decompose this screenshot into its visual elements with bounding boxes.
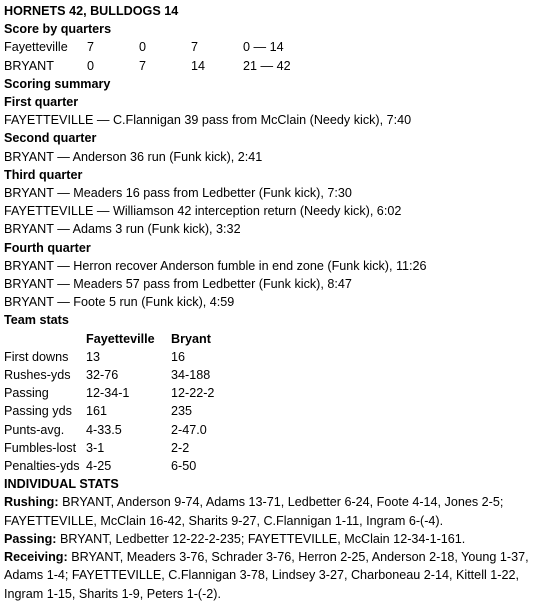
stat-fayetteville: 32-76 — [86, 368, 119, 383]
scoring-play: BRYANT — Meaders 57 pass from Ledbetter (Funk kick), 8:47 — [4, 277, 352, 292]
stat-label: Punts-avg. — [4, 422, 65, 437]
quarter-heading: Second quarter — [4, 131, 97, 146]
stat-label: Rushes-yds — [4, 368, 71, 383]
rushing-paragraph — [4, 493, 546, 529]
team-stats-row — [4, 402, 546, 420]
score-row — [4, 38, 546, 56]
scoring-play: BRYANT — Meaders 16 pass from Ledbetter (Funk kick), 7:30 — [4, 186, 352, 201]
stat-fayetteville: 13 — [86, 349, 101, 364]
stat-bryant: 16 — [171, 349, 186, 364]
score-by-quarters-heading: Score by quarters — [4, 22, 112, 37]
team-stats-col-fayetteville: Fayetteville — [86, 331, 155, 346]
score-q3: 14 — [191, 58, 206, 73]
scoring-play: FAYETTEVILLE — C.Flannigan 39 pass from McClain (Needy kick), 7:40 — [4, 113, 412, 128]
stat-fayetteville: 12-34-1 — [86, 386, 130, 401]
stat-bryant: 6-50 — [171, 459, 197, 474]
stat-bryant: 2-2 — [171, 440, 190, 455]
rushing-label: Rushing: — [4, 495, 59, 510]
passing-paragraph — [4, 530, 546, 548]
rushing-text: BRYANT, Anderson 9-74, Adams 13-71, Ledbetter 6-24, Foote 4-14, Jones 2-5; FAYETTEVILLE, McClain 16-42, Sharits 9-27, C.Flannigan 1-11, Ingram 6-(-4). — [4, 495, 504, 528]
score-q1: 0 — [87, 58, 95, 73]
score-q3: 7 — [191, 40, 199, 55]
stat-bryant: 235 — [171, 404, 193, 419]
scoring-play: BRYANT — Foote 5 run (Funk kick), 4:59 — [4, 295, 235, 310]
team-stats-row — [4, 366, 546, 384]
receiving-text: BRYANT, Meaders 3-76, Schrader 3-76, Herron 2-25, Anderson 2-18, Young 1-37, Adams 1-4; FAYETTEVILLE, C.Flannigan 3-78, Lindsey 3-27, Charboneau 2-14, Kittell 1-22, Ingram 1-15, Sharits 1-9, Peters 1-(-2). — [4, 550, 529, 601]
quarter-heading: Third quarter — [4, 167, 83, 182]
stat-bryant: 12-22-2 — [171, 386, 215, 401]
score-q2: 7 — [139, 58, 147, 73]
score-q2: 0 — [139, 40, 147, 55]
team-stats-row — [4, 384, 546, 402]
score-final: 21 — 42 — [243, 58, 291, 73]
team-stats-row — [4, 457, 546, 475]
team-stats-col-label — [4, 330, 86, 348]
scoring-summary-heading: Scoring summary — [4, 76, 111, 91]
scoring-play: BRYANT — Anderson 36 run (Funk kick), 2:41 — [4, 149, 263, 164]
team-stats-header-row — [4, 330, 546, 348]
team-stats-row — [4, 421, 546, 439]
score-final: 0 — 14 — [243, 40, 284, 55]
quarter-heading: Fourth quarter — [4, 240, 91, 255]
stat-fayetteville: 3-1 — [86, 440, 105, 455]
stat-bryant: 2-47.0 — [171, 422, 207, 437]
team-stats-heading: Team stats — [4, 313, 69, 328]
score-row — [4, 57, 546, 75]
individual-stats-heading: INDIVIDUAL STATS — [4, 477, 119, 492]
score-q1: 7 — [87, 40, 95, 55]
stat-fayetteville: 4-25 — [86, 459, 112, 474]
stat-label: Fumbles-lost — [4, 440, 77, 455]
quarter-heading: First quarter — [4, 95, 79, 110]
stat-bryant: 34-188 — [171, 368, 211, 383]
stat-fayetteville: 161 — [86, 404, 108, 419]
score-team: BRYANT — [4, 58, 54, 73]
team-stats-row — [4, 439, 546, 457]
team-stats-col-bryant: Bryant — [171, 331, 211, 346]
stat-label: First downs — [4, 349, 69, 364]
stat-label: Passing — [4, 386, 49, 401]
stat-label: Penalties-yds — [4, 459, 80, 474]
score-team: Fayetteville — [4, 40, 68, 55]
scoring-play: BRYANT — Adams 3 run (Funk kick), 3:32 — [4, 222, 241, 237]
receiving-label: Receiving: — [4, 550, 68, 565]
stat-label: Passing yds — [4, 404, 72, 419]
team-stats-row — [4, 348, 546, 366]
passing-label: Passing: — [4, 531, 57, 546]
passing-text: BRYANT, Ledbetter 12-22-2-235; FAYETTEVILLE, McClain 12-34-1-161. — [56, 531, 466, 546]
scoring-play: BRYANT — Herron recover Anderson fumble in end zone (Funk kick), 11:26 — [4, 258, 427, 273]
receiving-paragraph — [4, 548, 546, 603]
stat-fayetteville: 4-33.5 — [86, 422, 122, 437]
headline: HORNETS 42, BULLDOGS 14 — [4, 4, 179, 18]
scoring-play: FAYETTEVILLE — Williamson 42 interception return (Needy kick), 6:02 — [4, 204, 402, 219]
